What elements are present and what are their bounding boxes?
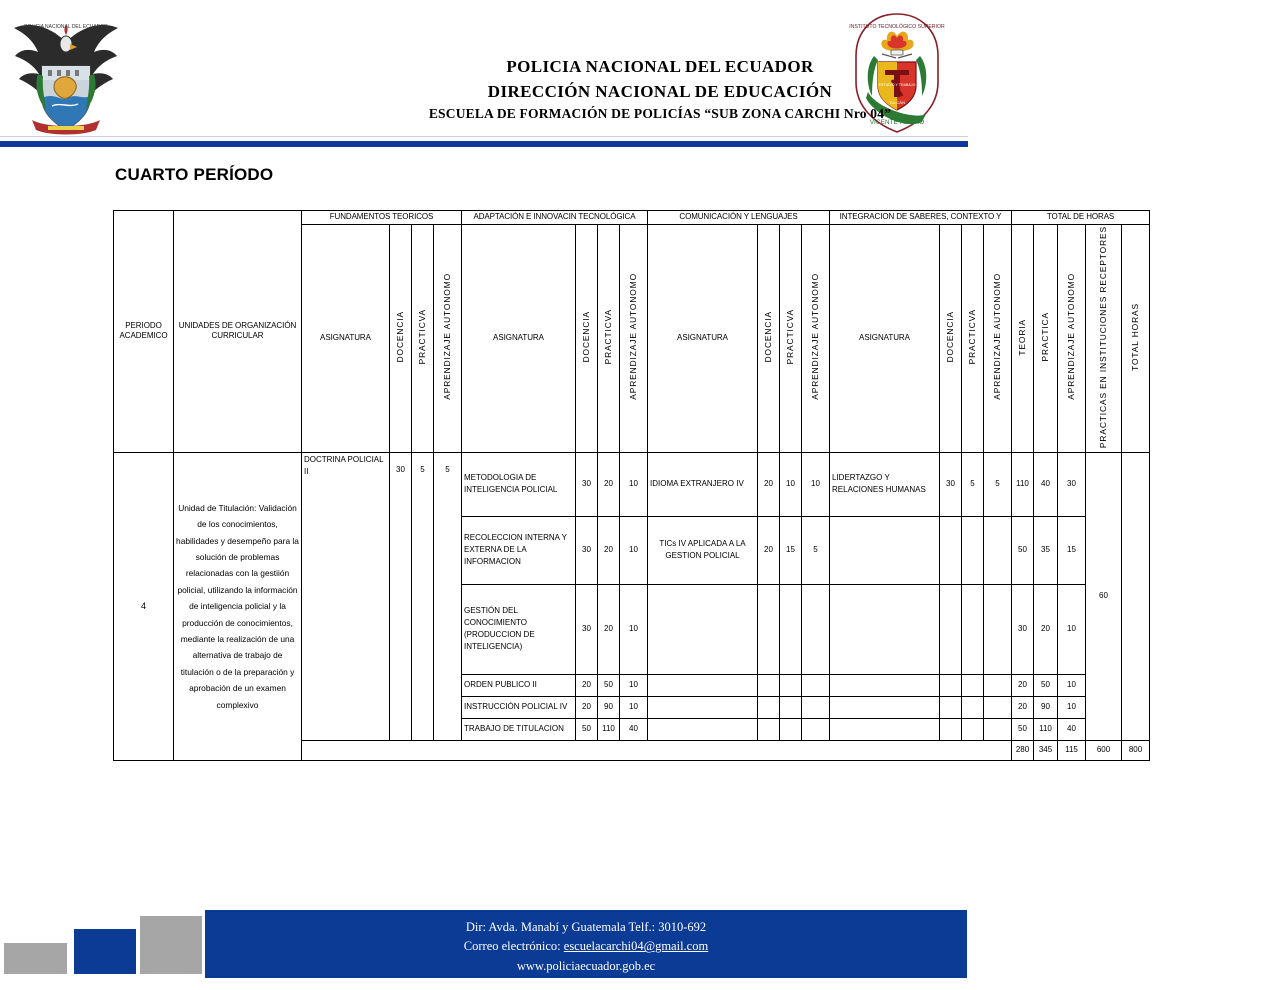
- footer-decor-gray-1: [4, 943, 67, 974]
- header-rule-thin: [0, 136, 968, 137]
- cell-total-aprendizaje: 10: [1058, 696, 1086, 718]
- col-total-teoria: TEORIA: [1012, 224, 1034, 452]
- header-rule-blue: [0, 141, 968, 147]
- institution-title-line2: DIRECCIÓN NACIONAL DE EDUCACIÓN: [487, 81, 833, 101]
- cell-totals-teoria: 280: [1012, 740, 1034, 760]
- document-header: [0, 0, 1280, 140]
- cell-adap-asignatura: INSTRUCCIÓN POLICIAL IV: [462, 696, 576, 718]
- cell-com-asignatura: [648, 584, 758, 674]
- col-adap-aprendizaje-autonomo: APRENDIZAJE AUTONOMO: [620, 224, 648, 452]
- svg-text:INSTITUTO TECNOLÓGICO SUPERIOR: INSTITUTO TECNOLÓGICO SUPERIOR: [849, 24, 945, 30]
- cell-com-aprendizaje: [802, 584, 830, 674]
- col-adap-docencia: DOCENCIA: [576, 224, 598, 452]
- document-footer: [0, 900, 1280, 990]
- footer-decor-blue-1: [74, 929, 136, 974]
- cell-total-aprendizaje: 10: [1058, 584, 1086, 674]
- cell-adap-docencia: 30: [576, 516, 598, 584]
- cell-total-teoria: 50: [1012, 718, 1034, 740]
- group-fundamentos-teoricos: FUNDAMENTOS TEORICOS: [302, 211, 462, 225]
- cell-com-practicva: 10: [780, 452, 802, 516]
- cell-adap-asignatura: METODOLOGIA DE INTELIGENCIA POLICIAL: [462, 452, 576, 516]
- cell-com-aprendizaje: 5: [802, 516, 830, 584]
- cell-adap-practicva: 50: [598, 674, 620, 696]
- col-unidades-organizacion-curricular: UNIDADES DE ORGANIZACIÓN CURRICULAR: [174, 211, 302, 453]
- col-adap-asignatura: ASIGNATURA: [462, 224, 576, 452]
- cell-com-docencia: 20: [758, 516, 780, 584]
- col-adap-practicva: PRACTICVA: [598, 224, 620, 452]
- cell-com-asignatura: [648, 696, 758, 718]
- cell-total-practica: 50: [1034, 674, 1058, 696]
- group-total-de-horas: TOTAL DE HORAS: [1012, 211, 1150, 225]
- cell-int-docencia: 30: [940, 452, 962, 516]
- footer-email-link[interactable]: escuelacarchi04@gmail.com: [563, 939, 709, 954]
- table-group-header-row: [114, 211, 1150, 225]
- col-practicas-instituciones-receptores: PRACTICAS EN INSTITUCIONES RECEPTORES: [1086, 224, 1122, 452]
- cell-adap-aprendizaje: 10: [620, 696, 648, 718]
- col-total-practica: PRACTICA: [1034, 224, 1058, 452]
- institution-title-line3: ESCUELA DE FORMACIÓN DE POLICÍAS “SUB ZONA CARCHI Nro 04”: [428, 106, 892, 122]
- col-com-practicva: PRACTICVA: [780, 224, 802, 452]
- cell-total-aprendizaje: 40: [1058, 718, 1086, 740]
- col-fund-practicva: PRACTICVA: [412, 224, 434, 452]
- cell-int-practicva: [962, 516, 984, 584]
- cell-com-asignatura: IDIOMA EXTRANJERO IV: [648, 452, 758, 516]
- footer-email-label: Correo electrónico:: [463, 939, 561, 954]
- cell-total-teoria: 50: [1012, 516, 1034, 584]
- cell-com-aprendizaje: [802, 696, 830, 718]
- cell-int-practicva: [962, 674, 984, 696]
- curriculum-table-wrapper: [113, 210, 1150, 761]
- cell-adap-practicva: 90: [598, 696, 620, 718]
- cell-int-asignatura: [830, 718, 940, 740]
- cell-adap-docencia: 20: [576, 696, 598, 718]
- curriculum-table: [113, 210, 1150, 761]
- cell-int-aprendizaje: [984, 696, 1012, 718]
- cell-adap-practicva: 20: [598, 452, 620, 516]
- totals-spacer: [302, 740, 1012, 760]
- footer-decor-gray-2: [140, 916, 202, 974]
- col-int-docencia: DOCENCIA: [940, 224, 962, 452]
- cell-com-docencia: 20: [758, 452, 780, 516]
- cell-int-aprendizaje: [984, 718, 1012, 740]
- cell-com-practicva: [780, 674, 802, 696]
- cell-int-aprendizaje: 5: [984, 452, 1012, 516]
- cell-unidad-organizacion-curricular: Unidad de Titulación: Validación de los conocimientos, habilidades y desempeño para la solución de problemas relacionadas con la gestiión policial, utilizando la información de inteligencia policial y la producción de conocimientos, mediante la realización de una alternativa de trabajo de titulación o de la preparación y aprobación de un examen complexivo: [174, 452, 302, 760]
- group-adaptacion-innovacion-tecnologica: ADAPTACIÓN E INNOVACIN TECNOLÓGICA: [462, 211, 648, 225]
- cell-adap-practicva: 20: [598, 584, 620, 674]
- cell-adap-asignatura: GESTIÓN DEL CONOCIMIENTO (PRODUCCION DE INTELIGENCIA): [462, 584, 576, 674]
- cell-fund-aprendizaje: 5: [434, 452, 462, 740]
- cell-com-aprendizaje: 10: [802, 452, 830, 516]
- cell-com-aprendizaje: [802, 674, 830, 696]
- cell-totals-practicas: 600: [1086, 740, 1122, 760]
- cell-adap-aprendizaje: 10: [620, 584, 648, 674]
- cell-adap-docencia: 50: [576, 718, 598, 740]
- page-title: CUARTO PERÍODO: [115, 165, 274, 184]
- footer-address: Dir: Avda. Manabí y Guatemala Telf.: 3010-692: [465, 920, 707, 934]
- cell-int-docencia: [940, 516, 962, 584]
- cell-int-asignatura: [830, 584, 940, 674]
- group-integracion-saberes: INTEGRACION DE SABERES, CONTEXTO Y: [830, 211, 1012, 225]
- cell-adap-docencia: 30: [576, 452, 598, 516]
- cell-adap-aprendizaje: 10: [620, 674, 648, 696]
- cell-adap-aprendizaje: 10: [620, 516, 648, 584]
- cell-adap-aprendizaje: 40: [620, 718, 648, 740]
- cell-total-aprendizaje: 30: [1058, 452, 1086, 516]
- cell-adap-practicva: 110: [598, 718, 620, 740]
- cell-periodo-academico-value: 4: [114, 452, 174, 760]
- col-fund-aprendizaje-autonomo: APRENDIZAJE AUTONOMO: [434, 224, 462, 452]
- svg-text:TULCÁN: TULCÁN: [888, 100, 906, 105]
- cell-adap-practicva: 20: [598, 516, 620, 584]
- col-int-aprendizaje-autonomo: APRENDIZAJE AUTONOMO: [984, 224, 1012, 452]
- cell-total-practica: 35: [1034, 516, 1058, 584]
- col-com-docencia: DOCENCIA: [758, 224, 780, 452]
- cell-adap-docencia: 20: [576, 674, 598, 696]
- cell-total-practica: 110: [1034, 718, 1058, 740]
- cell-adap-aprendizaje: 10: [620, 452, 648, 516]
- cell-int-practicva: [962, 718, 984, 740]
- cell-adap-asignatura: ORDEN PUBLICO II: [462, 674, 576, 696]
- cell-com-asignatura: [648, 674, 758, 696]
- cell-int-docencia: [940, 674, 962, 696]
- cell-com-docencia: [758, 718, 780, 740]
- header-titles: [300, 55, 1020, 125]
- cell-total-teoria: 110: [1012, 452, 1034, 516]
- cell-total-aprendizaje: 10: [1058, 674, 1086, 696]
- cell-total-teoria: 20: [1012, 696, 1034, 718]
- cell-totals-aprendizaje: 115: [1058, 740, 1086, 760]
- svg-text:ESTUDIO Y TRABAJO: ESTUDIO Y TRABAJO: [878, 83, 916, 87]
- cell-com-docencia: [758, 674, 780, 696]
- cell-fund-asignatura: DOCTRINA POLICIAL II: [302, 452, 390, 740]
- col-int-practicva: PRACTICVA: [962, 224, 984, 452]
- cell-int-practicva: 5: [962, 452, 984, 516]
- col-com-asignatura: ASIGNATURA: [648, 224, 758, 452]
- col-total-horas: TOTAL HORAS: [1122, 224, 1150, 452]
- cell-com-docencia: [758, 584, 780, 674]
- cell-com-docencia: [758, 696, 780, 718]
- cell-int-aprendizaje: [984, 516, 1012, 584]
- col-fund-docencia: DOCENCIA: [390, 224, 412, 452]
- cell-int-asignatura: [830, 674, 940, 696]
- cell-com-practicva: 15: [780, 516, 802, 584]
- cell-int-asignatura: LIDERTAZGO Y RELACIONES HUMANAS: [830, 452, 940, 516]
- institution-title-line1: POLICIA NACIONAL DEL ECUADOR: [506, 57, 814, 76]
- cell-adap-asignatura: RECOLECCION INTERNA Y EXTERNA DE LA INFORMACION: [462, 516, 576, 584]
- cell-total-aprendizaje: 15: [1058, 516, 1086, 584]
- cell-int-asignatura: [830, 516, 940, 584]
- cell-int-docencia: [940, 718, 962, 740]
- cell-total-practica: 20: [1034, 584, 1058, 674]
- cell-total-teoria: 30: [1012, 584, 1034, 674]
- svg-text:POLICIA NACIONAL DEL ECUADOR: POLICIA NACIONAL DEL ECUADOR: [24, 24, 108, 30]
- cell-total-practica: 40: [1034, 452, 1058, 516]
- cell-fund-docencia: 30: [390, 452, 412, 740]
- col-fund-asignatura: ASIGNATURA: [302, 224, 390, 452]
- cell-com-asignatura: TICs IV APLICADA A LA GESTION POLICIAL: [648, 516, 758, 584]
- footer-website: www.policiaecuador.gob.ec: [516, 958, 656, 973]
- group-comunicacion-lenguajes: COMUNICACIÓN Y LENGUAJES: [648, 211, 830, 225]
- cell-int-practicva: [962, 584, 984, 674]
- cell-int-aprendizaje: [984, 674, 1012, 696]
- col-periodo-academico: PERIODO ACADEMICO: [114, 211, 174, 453]
- cell-int-docencia: [940, 696, 962, 718]
- cell-total-practica: 90: [1034, 696, 1058, 718]
- svg-text:VICENTE FIERRO: VICENTE FIERRO: [869, 119, 925, 126]
- cell-totals-practica: 345: [1034, 740, 1058, 760]
- cell-practicas-receptores: 60: [1086, 452, 1122, 740]
- cell-adap-docencia: 30: [576, 584, 598, 674]
- cell-int-asignatura: [830, 696, 940, 718]
- cell-int-docencia: [940, 584, 962, 674]
- cell-total-horas-blank: [1122, 452, 1150, 740]
- cell-total-teoria: 20: [1012, 674, 1034, 696]
- footer-contact-block: [205, 918, 967, 976]
- police-national-ecuador-crest-logo: [8, 8, 124, 136]
- cell-com-practicva: [780, 584, 802, 674]
- cell-com-practicva: [780, 696, 802, 718]
- col-total-aprendizaje-autonomo: APRENDIZAJE AUTONOMO: [1058, 224, 1086, 452]
- cell-adap-asignatura: TRABAJO DE TITULACION: [462, 718, 576, 740]
- cell-int-aprendizaje: [984, 584, 1012, 674]
- cell-com-asignatura: [648, 718, 758, 740]
- col-int-asignatura: ASIGNATURA: [830, 224, 940, 452]
- cell-fund-practicva: 5: [412, 452, 434, 740]
- table-row: [114, 452, 1150, 516]
- cell-int-practicva: [962, 696, 984, 718]
- cell-com-aprendizaje: [802, 718, 830, 740]
- cell-com-practicva: [780, 718, 802, 740]
- cell-totals-total-horas: 800: [1122, 740, 1150, 760]
- footer-email-line: [205, 937, 967, 956]
- col-com-aprendizaje-autonomo: APRENDIZAJE AUTONOMO: [802, 224, 830, 452]
